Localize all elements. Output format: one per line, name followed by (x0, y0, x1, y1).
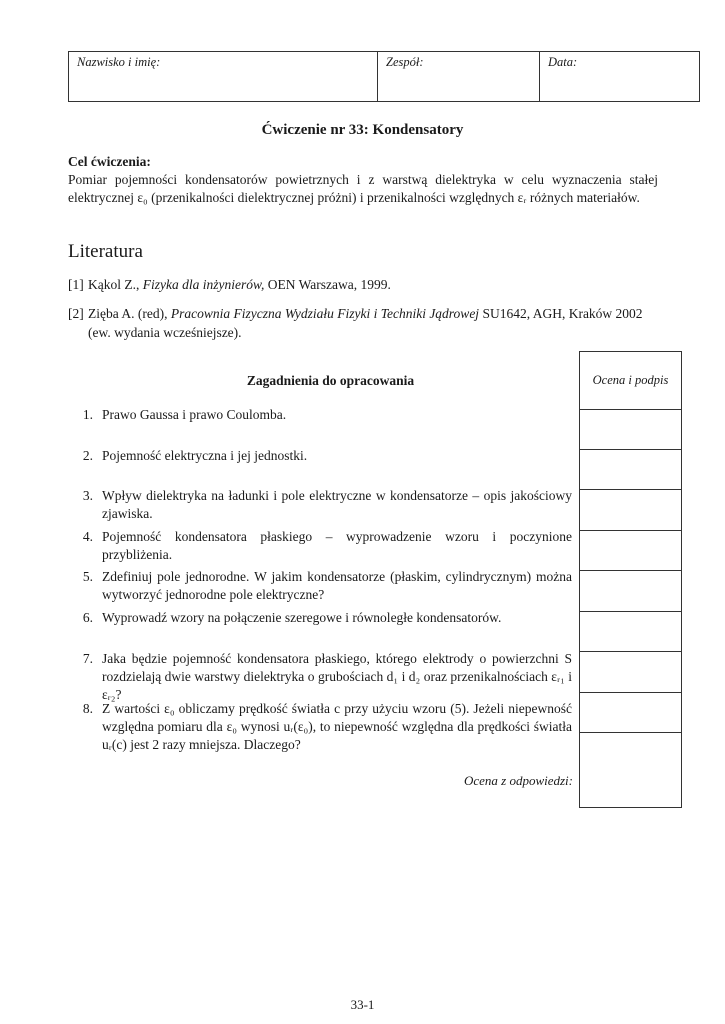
reference-publisher: SU1642, AGH, Kraków 2002 (ew. wydania wcześniejsze). (88, 306, 643, 340)
question-number: 7. (82, 651, 93, 666)
grade-divider (580, 692, 681, 693)
question-text: Pojemność kondensatora płaskiego – wyprowadzenie wzoru i poczynione przybliżenia. (102, 529, 572, 562)
grade-divider (580, 489, 681, 490)
grade-divider (580, 530, 681, 531)
reference-title: Pracownia Fizyczna Wydziału Fizyki i Techniki Jądrowej (170, 306, 480, 321)
reference-publisher: OEN Warszawa, 1999. (264, 277, 391, 292)
question-number: 5. (82, 569, 93, 584)
reference-author: Zięba A. (red), (88, 306, 171, 321)
name-field[interactable] (69, 52, 377, 101)
questions-heading: Zagadnienia do opracowania (246, 373, 415, 388)
question-number: 2. (82, 448, 93, 463)
date-field[interactable] (539, 52, 701, 101)
grade-divider (580, 651, 681, 652)
reference-author: Kąkol Z., (88, 277, 143, 292)
grade-header: Ocena i podpis (592, 373, 669, 387)
question-number: 6. (82, 610, 93, 625)
question-text: Prawo Gaussa i prawo Coulomba. (102, 407, 287, 422)
goal-text: Pomiar pojemności kondensatorów powietrznych i z warstwą dielektryka w celu wyznaczenia stałej elektrycznej ε₀ (przenikalności dielektrycznej próżni) i przenikalności względnych εᵣ różnych materiałów. (68, 172, 658, 205)
goal-heading: Cel ćwiczenia: (68, 154, 151, 169)
question-number: 8. (82, 701, 93, 716)
grade-column (579, 351, 682, 808)
reference-number: [1] (68, 277, 84, 292)
team-field[interactable] (377, 52, 539, 101)
date-label: Data: (548, 55, 578, 69)
question-number: 3. (82, 488, 93, 503)
question-text: Z wartości ε₀ obliczamy prędkość światła c przy użyciu wzoru (5). Jeżeli niepewność względna pomiaru dla ε₀ wynosi uᵣ(ε₀), to niepewność względna dla prędkości światła uᵣ(c) jest 2 razy mniejsza. Dlaczego? (102, 701, 572, 752)
question-text: Jaka będzie pojemność kondensatora płaskiego, którego elektrody o powierzchni S rozdzielają dwie warstwy dielektryka o grubościach d₁ i d₂ oraz przenikalnościach εᵣ₁ i εᵣ₂? (102, 651, 572, 702)
reference-body (88, 304, 658, 342)
grade-divider (580, 449, 681, 450)
literature-heading: Literatura (68, 241, 143, 262)
reference-title: Fizyka dla inżynierów, (142, 277, 265, 292)
team-label: Zespół: (386, 55, 424, 69)
page-title: Ćwiczenie nr 33: Kondensatory (261, 122, 464, 138)
question-text: Pojemność elektryczna i jej jednostki. (102, 448, 308, 463)
grade-divider (580, 570, 681, 571)
page-number: 33-1 (350, 997, 375, 1012)
name-label: Nazwisko i imię: (77, 55, 161, 69)
reference-body (88, 275, 658, 294)
question-number: 4. (82, 529, 93, 544)
answer-grade-label: Ocena z odpowiedzi: (463, 773, 573, 788)
reference-number: [2] (68, 306, 84, 321)
question-text: Zdefiniuj pole jednorodne. W jakim kondensatorze (płaskim, cylindrycznym) można wytworzyć jednorodne pole elektryczne? (102, 569, 572, 602)
grade-divider (580, 611, 681, 612)
question-number: 1. (82, 407, 93, 422)
header-table (68, 51, 700, 102)
question-text: Wpływ dielektryka na ładunki i pole elektryczne w kondensatorze – opis jakościowy zjawiska. (102, 488, 572, 521)
question-text: Wyprowadź wzory na połączenie szeregowe i równoległe kondensatorów. (102, 610, 502, 625)
grade-divider (580, 732, 681, 733)
grade-divider (580, 409, 681, 410)
